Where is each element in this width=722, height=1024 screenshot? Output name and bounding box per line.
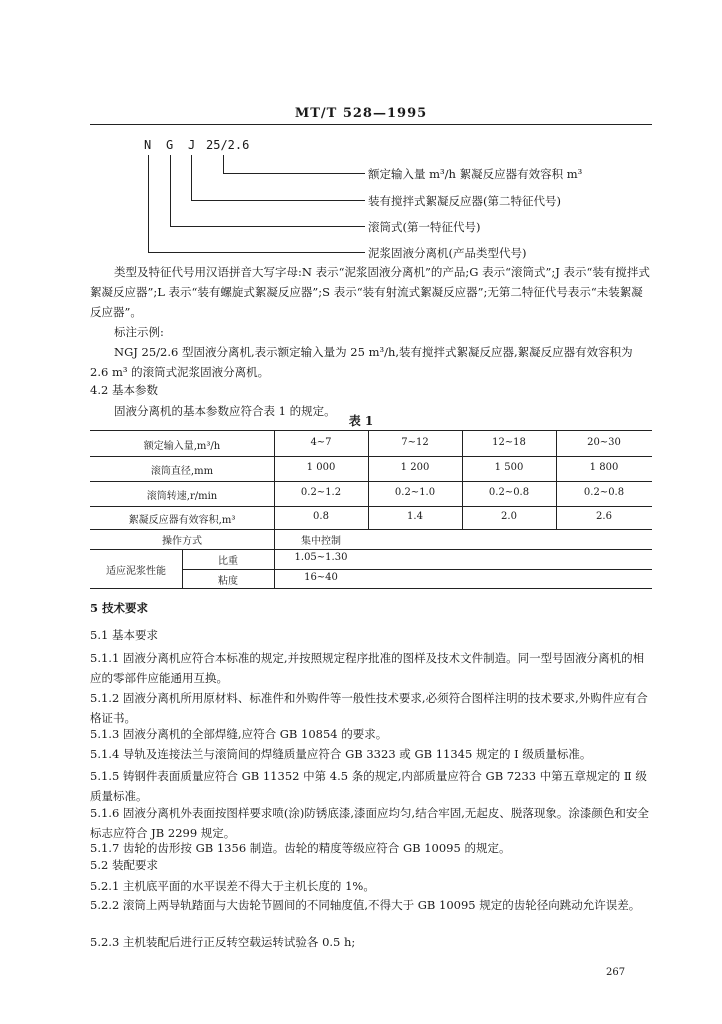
table-cell: 1 000 [306, 462, 336, 473]
table-row-label: 操作方式 [162, 536, 202, 547]
code-letter-n: N [144, 138, 152, 152]
table-row-label: 粘度 [218, 576, 238, 587]
type-description: 类型及特征代号用汉语拼音大写字母:N 表示“泥浆固液分离机”的产品;G 表示“滚筒式”;J 表示“装有搅拌式絮凝反应器”;L 表示“装有螺旋式絮凝反应器”;S 表示“装有射流式絮凝反应器”;无第二特征代号表示“未装絮凝反应器”。 [90, 265, 650, 319]
code-rating: 25/2.6 [206, 138, 250, 152]
section-5-title: 5 技术要求 [90, 601, 149, 615]
table-row-label: 滚筒直径,mm [150, 466, 214, 477]
clause-5-1-5: 5.1.5 铸钢件表面质量应符合 GB 11352 中第 4.5 条的规定,内部质量应符合 GB 7233 中第五章规定的 Ⅱ 级质量标准。 [90, 769, 647, 803]
diagram-line [170, 155, 171, 227]
table-cell: 1 200 [400, 462, 430, 473]
table-cell: 0.2~0.8 [583, 487, 625, 498]
diagram-label-first-code: 滚筒式(第一特征代号) [368, 220, 481, 234]
parameter-table [90, 430, 652, 589]
clause-5-1-1: 5.1.1 固液分离机应符合本标准的规定,并按照规定程序批准的图样及技术文件制造。同一型号固液分离机的相应的零部件应能通用互换。 [90, 651, 645, 685]
section-5-1-title: 5.1 基本要求 [90, 628, 158, 642]
example-label: 标注示例: [114, 325, 164, 339]
header-rule [90, 124, 652, 125]
table-cell: 0.2~0.8 [488, 487, 530, 498]
section-5-2-title: 5.2 装配要求 [90, 858, 158, 872]
table-cell: 4~7 [310, 437, 332, 448]
diagram-label-rating: 额定输入量 m³/h 絮凝反应器有效容积 m³ [368, 167, 583, 181]
clause-5-2-1: 5.2.1 主机底平面的水平误差不得大于主机长度的 1%。 [90, 879, 375, 893]
diagram-label-second-code: 装有搅拌式絮凝反应器(第二特征代号) [368, 194, 561, 208]
diagram-line [191, 155, 192, 201]
clause-5-1-7: 5.1.7 齿轮的齿形按 GB 1356 制造。齿轮的精度等级应符合 GB 10095 的规定。 [90, 841, 511, 855]
table-cell: 1 500 [494, 462, 524, 473]
clause-5-2-2: 5.2.2 滚筒上两导轨踏面与大齿轮节圆间的不同轴度值,不得大于 GB 10095 规定的齿轮径向跳动允许误差。 [90, 898, 641, 912]
diagram-line [148, 252, 365, 253]
table-cell: 16~40 [304, 572, 338, 583]
table-rule [90, 549, 652, 550]
table-cell: 0.8 [313, 511, 329, 522]
table-cell: 2.0 [501, 511, 517, 522]
code-letter-g: G [166, 138, 174, 152]
diagram-line [191, 200, 365, 201]
section-4-2-text: 固液分离机的基本参数应符合表 1 的规定。 [114, 404, 336, 418]
clause-5-1-4: 5.1.4 导轨及连接法兰与滚筒间的焊缝质量应符合 GB 3323 或 GB 11345 规定的 I 级质量标准。 [90, 747, 592, 761]
table-row-label: 额定输入量,m³/h [143, 441, 221, 452]
table-row-label: 絮凝反应器有效容积,m³ [128, 515, 236, 526]
diagram-line [148, 155, 149, 253]
diagram-label-product-code: 泥浆固液分离机(产品类型代号) [368, 246, 527, 260]
table-rule [90, 456, 652, 457]
table-cell: 12~18 [492, 437, 526, 448]
code-letter-j: J [188, 138, 196, 152]
table-row-label: 适应泥浆性能 [106, 566, 166, 577]
table-caption: 表 1 [348, 414, 374, 428]
table-rule [274, 431, 275, 588]
table-cell: 0.2~1.0 [394, 487, 436, 498]
clause-5-1-2: 5.1.2 固液分离机所用原材料、标准件和外购件等一般性技术要求,必须符合图样注明的技术要求,外购件应有合格证书。 [90, 691, 648, 725]
table-cell: 0.2~1.2 [300, 487, 342, 498]
table-rule [90, 481, 652, 482]
table-cell: 1.05~1.30 [294, 552, 348, 563]
table-cell: 1 800 [589, 462, 619, 473]
table-row-label: 滚筒转速,r/min [146, 491, 218, 502]
table-rule [182, 569, 652, 570]
table-cell: 20~30 [587, 437, 621, 448]
page-number: 267 [606, 967, 626, 978]
table-cell: 2.6 [596, 511, 612, 522]
table-rule [90, 506, 652, 507]
clause-5-2-3: 5.2.3 主机装配后进行正反转空载运转试验各 0.5 h; [90, 935, 356, 949]
diagram-line [223, 173, 365, 174]
page-header: MT/T 528—1995 [294, 106, 428, 121]
table-cell: 集中控制 [301, 536, 341, 547]
diagram-line [170, 226, 365, 227]
table-cell: 1.4 [407, 511, 423, 522]
table-row-label: 比重 [218, 556, 238, 567]
clause-5-1-3: 5.1.3 固液分离机的全部焊缝,应符合 GB 10854 的要求。 [90, 727, 388, 741]
example-text: NGJ 25/2.6 型固液分离机,表示额定输入量为 25 m³/h,装有搅拌式絮凝反应器,絮凝反应器有效容积为 2.6 m³ 的滚筒式泥浆固液分离机。 [90, 345, 633, 379]
table-rule [90, 529, 652, 530]
table-cell: 7~12 [401, 437, 429, 448]
section-4-2-title: 4.2 基本参数 [90, 383, 158, 397]
clause-5-1-6: 5.1.6 固液分离机外表面按图样要求喷(涂)防锈底漆,漆面应均匀,结合牢固,无起皮、脱落现象。涂漆颜色和安全标志应符合 JB 2299 规定。 [90, 806, 649, 840]
diagram-line [223, 155, 224, 174]
